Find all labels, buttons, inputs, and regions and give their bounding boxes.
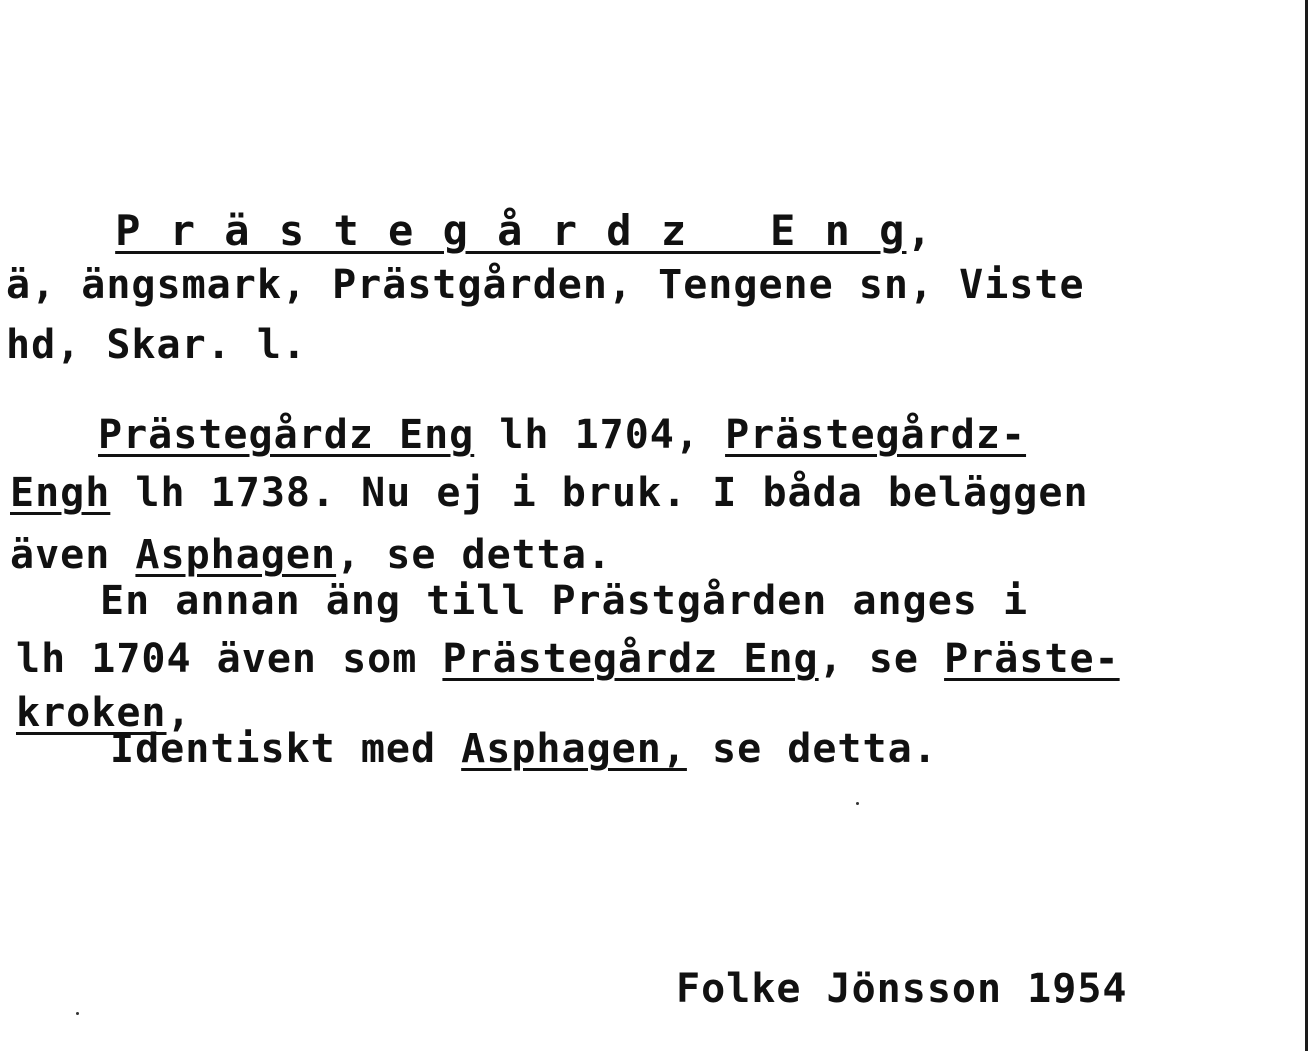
name-prastegardz-hyphen: Prästegårdz- [725,412,1027,458]
para2-line-2 [16,636,1120,682]
para1-line-2-text: lh 1738. Nu ej i bruk. I båda beläggen [110,470,1089,516]
para2-line-2-text-c: , se [818,636,945,682]
para3-text-a: Identiskt med [110,726,462,772]
description-line-1: ä, ängsmark, Prästgården, Tengene sn, Viste [6,262,1085,308]
name-asphagen: Asphagen [135,532,337,578]
para1-line-2 [10,470,1089,516]
para2-line-2-text-a: lh 1704 även som [16,636,443,682]
headword: P r ä s t e g å r d z E n g [115,206,907,255]
description-line-2: hd, Skar. l. [6,322,307,368]
scan-speck [76,1012,79,1015]
para1-line-3 [10,532,612,578]
para1-line-1-text: lh 1704, [474,412,726,458]
para2-line-1: En annan äng till Prästgården anges i [100,578,1029,624]
para1-line-3-text-c: , se detta. [336,532,612,578]
signature: Folke Jönsson 1954 [676,966,1128,1012]
para2-line-3-punct: , [166,690,192,736]
name-prastegardz-eng-2: Prästegårdz Eng [442,636,819,682]
para1-line-3-text-a: även [10,532,136,578]
scan-speck [856,802,859,805]
name-kroken: kroken [16,690,167,736]
name-asphagen-2: Asphagen, [461,726,687,772]
headword-punct: , [906,206,934,255]
para1-line-1 [98,412,1026,458]
card-edge-line [1305,0,1308,1051]
para3-line [110,726,938,772]
name-prastegardz-eng: Prästegårdz Eng [98,412,475,458]
name-engh: Engh [10,470,111,516]
name-praste-hyphen: Präste- [944,636,1120,682]
para3-text-c: se detta. [686,726,938,772]
